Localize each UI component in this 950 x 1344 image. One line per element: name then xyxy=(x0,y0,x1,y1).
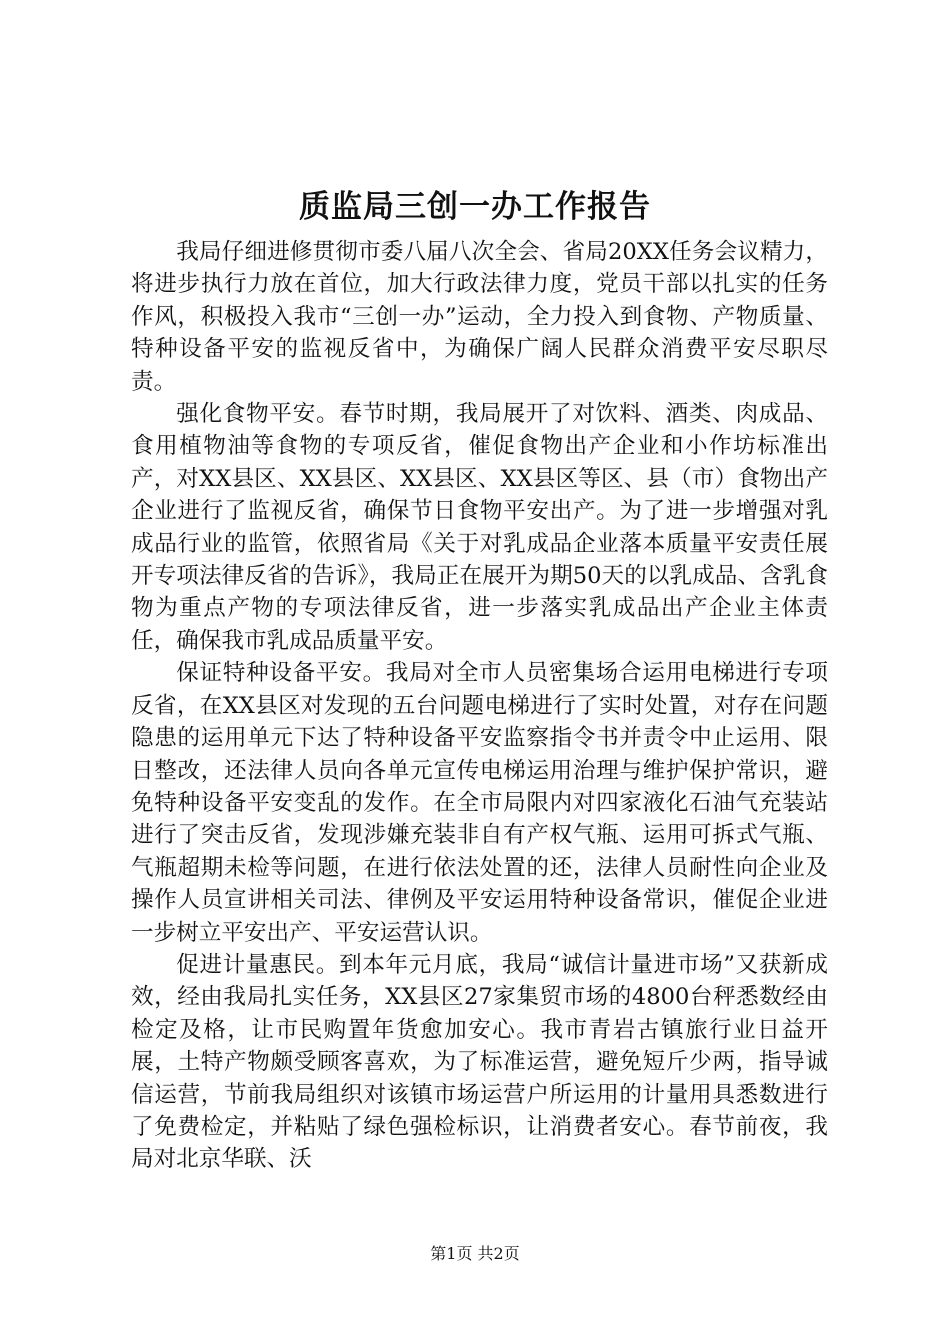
page-footer: 第1页 共2页 xyxy=(430,1244,520,1263)
paragraph-food-safety: 强化食物平安。春节时期，我局展开了对饮料、酒类、肉成品、食用植物油等食物的专项反省，催促食物出产企业和小作坊标准出产，对XX县区、XX县区、XX县区、XX县区等区、县（市）食物出产企业进行了监视反省，确保节日食物平安出产。为了进一步增强对乳成品行业的监管，依照省局《关于对乳成品企业落本质量平安责任展开专项法律反省的告诉》，我局正在展开为期50天的以乳成品、含乳食物为重点产物的专项法律反省，进一步落实乳成品出产企业主体责任，确保我市乳成品质量平安。 xyxy=(131,401,828,654)
paragraph-metrology: 促进计量惠民。到本年元月底，我局“诚信计量进市场”又获新成效，经由我局扎实任务，XX县区27家集贸市场的4800台秤悉数经由检定及格，让市民购置年货愈加安心。我市青岩古镇旅行业日益开展，土特产物颇受顾客喜欢，为了标准运营，避免短斤少两，指导诚信运营，节前我局组织对该镇市场运营户所运用的计量用具悉数进行了免费检定，并粘贴了绿色强检标识，让消费者安心。春节前夜，我局对北京华联、沃 xyxy=(131,951,828,1173)
document-title: 质监局三创一办工作报告 xyxy=(299,189,651,225)
document-body xyxy=(131,236,828,1176)
paragraph-special-equipment: 保证特种设备平安。我局对全市人员密集场合运用电梯进行专项反省，在XX县区对发现的五台问题电梯进行了实时处置，对存在问题隐患的运用单元下达了特种设备平安监察指令书并责令中止运用、限日整改，还法律人员向各单元宣传电梯运用治理与维护保护常识，避免特种设备平安变乱的发作。在全市局限内对四家液化石油气充装站进行了突击反省，发现涉嫌充装非自有产权气瓶、运用可拆式气瓶、气瓶超期未检等问题，在进行依法处置的还，法律人员耐性向企业及操作人员宣讲相关司法、律例及平安运用特种设备常识，催促企业进一步树立平安出产、平安运营认识。 xyxy=(131,660,828,946)
paragraph-intro: 我局仔细进修贯彻市委八届八次全会、省局20XX任务会议精力，将进步执行力放在首位，加大行政法律力度，党员干部以扎实的任务作风，积极投入我市“三创一办”运动，全力投入到食物、产物质量、特种设备平安的监视反省中，为确保广阔人民群众消费平安尽职尽责。 xyxy=(131,239,828,395)
